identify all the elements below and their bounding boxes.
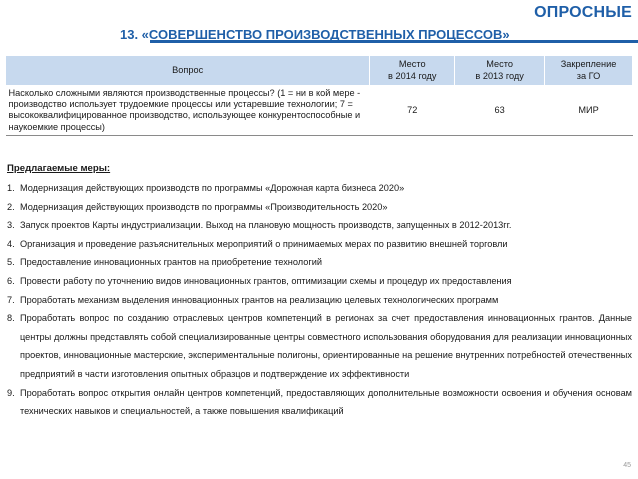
list-item-number: 7.: [7, 294, 15, 305]
list-item-number: 1.: [7, 183, 15, 193]
list-item: [7, 198, 632, 217]
page-number: 45: [623, 462, 631, 469]
page-title: 13. «СОВЕРШЕНСТВО ПРОИЗВОДСТВЕННЫХ ПРОЦЕССОВ»: [120, 27, 510, 42]
list-item: [7, 216, 632, 235]
cell-place-2013: 63: [455, 86, 545, 136]
cell-assignment: МИР: [545, 86, 633, 136]
list-item-number: 4.: [7, 238, 15, 249]
list-item: [7, 253, 632, 272]
rating-table: [5, 55, 633, 136]
measures-list: [7, 179, 632, 421]
list-item-text: Проработать механизм выделения инновационных грантов на реализацию целевых технологических программ: [20, 294, 499, 305]
list-item-text: Проработать вопрос по созданию отраслевых центров компетенций в регионах за счет предоставления инновационных грантов. Данные центры должны представлять собой специализированные центры совместного использования оборудования для реализации инновационных проектов, инновационные мастерские, экспериментальные полигоны, ориентированные на решение внутренних потребностей отечественных предприятий в части изготовления опытных образцов и подтверждение их эффективности: [20, 313, 632, 379]
list-item-text: Запуск проектов Карты индустриализации. Выход на плановую мощность производств, запущенных в 2012-2013гг.: [20, 220, 512, 231]
list-item-text: Организация и проведение разъяснительных мероприятий о принимаемых мерах по развитию внешней торговли: [20, 238, 508, 249]
table-row: [6, 86, 633, 136]
list-item: [7, 384, 632, 421]
header-question: Вопрос: [6, 56, 370, 86]
header-place-2013-line2: в 2013 году: [475, 70, 524, 81]
measures-title: Предлагаемые меры:: [7, 163, 111, 174]
list-item-text: Провести работу по уточнению видов инновационных грантов, оптимизации схемы и процедур их предоставления: [20, 275, 512, 286]
header-assignment: [545, 56, 633, 86]
list-item-number: 2.: [7, 201, 15, 212]
list-item-text: Модернизация действующих производств по программы «Дорожная карта бизнеса 2020»: [20, 183, 405, 193]
list-item-text: Проработать вопрос открытия онлайн центров компетенций, предоставляющих дополнительные возможности освоения и обучения основам технических навыков и специальностей, а также повышения квалификаций: [20, 387, 632, 417]
list-item: [7, 309, 632, 383]
list-item: [7, 291, 632, 310]
list-item-text: Предоставление инновационных грантов на приобретение технологий: [20, 257, 322, 268]
cell-place-2014: 72: [370, 86, 455, 136]
header-place-2014-line2: в 2014 году: [388, 70, 437, 81]
cell-question: Насколько сложными являются производственные процессы? (1 = ни в кой мере - производство использует трудоемкие процессы или устаревшие технологии; 7 = высококвалифицированное производство, использующее конкурентоспособные и наукоемкие процессы): [6, 86, 370, 136]
header-place-2013-line1: Место: [486, 59, 513, 70]
list-item-number: 5.: [7, 257, 15, 268]
header-place-2013: [455, 56, 545, 86]
table-header-row: [6, 56, 633, 86]
list-item-number: 3.: [7, 220, 15, 231]
header-place-2014: [370, 56, 455, 86]
header-place-2014-line1: Место: [398, 59, 426, 70]
header-assignment-line2: за ГО: [576, 70, 601, 81]
header-assignment-line1: Закрепление: [560, 59, 617, 70]
list-item-number: 8.: [7, 313, 15, 324]
list-item-number: 9.: [7, 387, 15, 398]
list-item: [7, 179, 632, 198]
section-label: ОПРОСНЫЕ: [534, 4, 632, 21]
list-item-text: Модернизация действующих производств по программы «Производительность 2020»: [20, 201, 388, 212]
list-item: [7, 272, 632, 291]
list-item-number: 6.: [7, 275, 15, 286]
list-item: [7, 235, 632, 254]
